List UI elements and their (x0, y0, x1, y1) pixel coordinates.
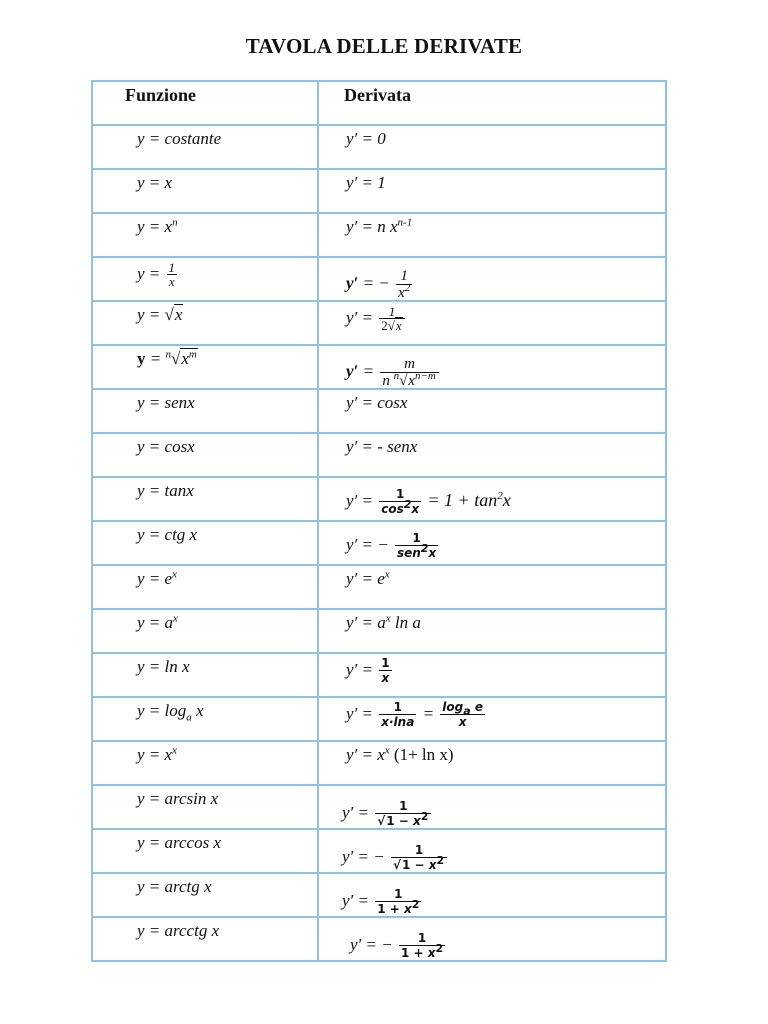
function-cell: y = ln x (137, 657, 190, 676)
derivative-cell: y′ = − $\frac{1}{1 + x^2}$ (350, 931, 444, 960)
header-derivata: Derivata (318, 81, 666, 125)
table-row (92, 125, 666, 169)
function-cell: $y = ^n√x^m$ (137, 348, 197, 368)
function-cell: $y = \log_a x$ (137, 701, 204, 724)
function-cell: y = arcctg x (137, 921, 220, 940)
derivative-cell: y′ = − $\frac{1}{√1 - x^2}$ (342, 844, 449, 872)
table-row (92, 917, 666, 961)
table-row (92, 653, 666, 697)
function-cell: $y = a^x$ (137, 612, 178, 632)
table-row (92, 433, 666, 477)
table-row (92, 697, 666, 741)
derivative-cell: y′ = $\frac{1}{√1 - x^2}$ (342, 800, 433, 828)
function-cell: y = arctg x (137, 877, 212, 896)
derivative-cell: $y' = a^x$ ln a (346, 612, 421, 632)
derivative-cell: y′ = $\frac{1}{2√x}$ (346, 305, 407, 333)
derivative-cell: y′ = − $\frac{1}{sen^2x}$ (346, 531, 437, 560)
derivative-cell: y′ = $\frac{1}{x\cdot\ln a}$ = $\frac{\log_a e}{x}$ (346, 700, 484, 729)
function-cell: y = arccos x (137, 833, 222, 852)
function-cell: y = √x (137, 305, 183, 324)
table-row (92, 389, 666, 433)
derivative-cell: y′ = - senx (346, 437, 418, 456)
function-cell: y = senx (137, 393, 195, 412)
function-cell: $y = e^x$ (137, 568, 177, 588)
derivative-cell: y′ = $\frac{m}{n ^n√x^{n-m}}$ (346, 356, 441, 389)
derivative-cell: $y' = e^x$ (346, 568, 390, 588)
table-row (92, 873, 666, 917)
table-row (92, 213, 666, 257)
derivative-cell: y′ = − $\frac{1}{x^2}$ (346, 268, 411, 301)
function-cell: $y = x^x$ (137, 744, 177, 764)
table-row (92, 741, 666, 785)
header-funzione: Funzione (92, 81, 318, 125)
table-row (92, 169, 666, 213)
function-cell: y = $\frac{1}{x}$ (137, 260, 176, 289)
table-row (92, 257, 666, 301)
table-header-row (92, 81, 666, 125)
table-row (92, 565, 666, 609)
function-cell: y = x (137, 173, 173, 192)
derivative-cell: $y' = x^x$ (1+ ln x) (346, 744, 454, 764)
table-row (92, 477, 666, 521)
function-cell: y = ctg x (137, 525, 198, 544)
table-row (92, 521, 666, 565)
derivatives-table (91, 80, 667, 962)
table-row (92, 785, 666, 829)
function-cell: $y = x^n$ (137, 216, 178, 236)
derivative-cell: y′ = n $x^{n-1}$ (346, 216, 413, 236)
function-cell: y = costante (137, 129, 222, 148)
function-cell: y = cosx (137, 437, 195, 456)
page-title: TAVOLA DELLE DERIVATE (245, 34, 523, 58)
table-row (92, 345, 666, 389)
table-row (92, 609, 666, 653)
derivative-cell: y′ = $\frac{1}{1 + x^2}$ (342, 887, 420, 916)
function-cell: y = tanx (137, 481, 194, 500)
derivative-cell: y′ = $\frac{1}{\cos^2x}$ = $1 + \tan^2x$ (346, 487, 511, 516)
table-row (92, 829, 666, 873)
derivative-cell: y′ = 1 (346, 173, 386, 192)
function-cell: y = arcsin x (137, 789, 219, 808)
derivative-cell: y′ = 0 (346, 129, 386, 148)
table-row (92, 301, 666, 345)
derivative-cell: y′ = cosx (346, 393, 408, 412)
derivative-cell: y′ = $\frac{1}{x}$ (346, 656, 390, 685)
